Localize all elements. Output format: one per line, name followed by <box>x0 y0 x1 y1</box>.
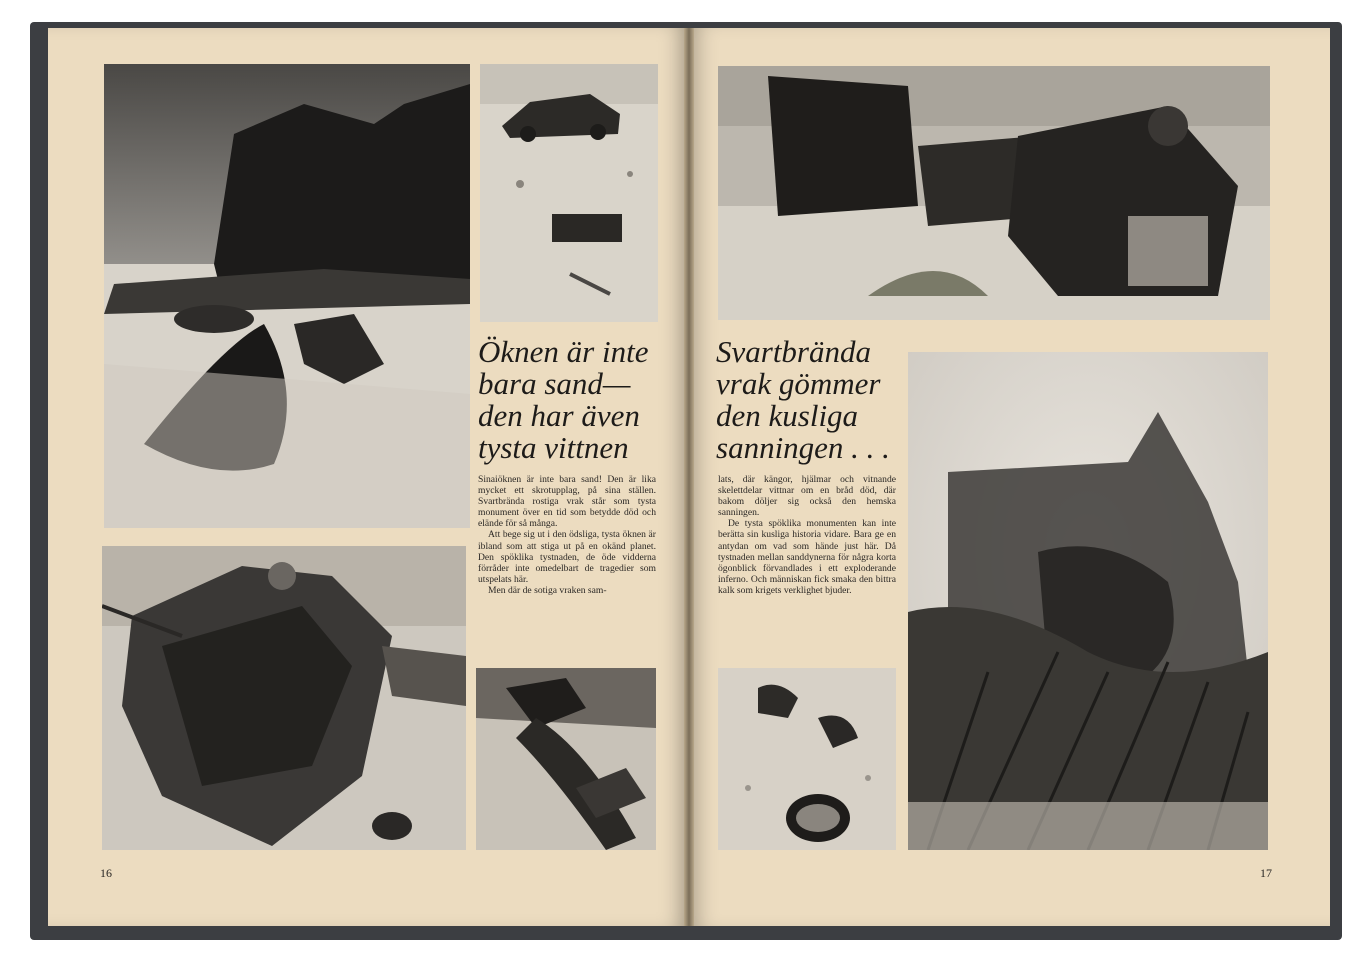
book-gutter <box>684 28 694 926</box>
left-paragraph-2: Att bege sig ut i den ödsliga, tysta öknen är ibland som att stiga ut på en okänd planet. Den spöklika tystnaden, de öde vidderna förråder inte omedelbart de tragedier som utspelats här. <box>478 529 656 585</box>
page-number-right: 17 <box>1260 866 1272 880</box>
page-number-left: 16 <box>100 866 112 880</box>
right-paragraph-2: De tysta spöklika monumenten kan inte berätta sin kusliga historia vidare. Bara ge en antydan om vad som hände just här. Då tystnaden mellan sanddynerna för några korta ögonblick förvandlades i ett exploderande inferno. Och människan fick smaka den bittra kalk som krigets verklighet bjuder. <box>718 518 896 596</box>
photo-wheel-wreck <box>476 668 656 850</box>
photo-truck-wreck <box>718 66 1270 320</box>
right-body-text <box>718 474 896 596</box>
photo-boots-helmet-sand <box>718 668 896 850</box>
photo-desert-jeep-wreck <box>480 64 658 322</box>
right-paragraph-1: lats, där kängor, hjälmar och vitnande skelettdelar vittnar om en bråd död, där bakom döljer sig också den hemska sanningen. <box>718 474 896 519</box>
photo-wrecked-vehicle-boots <box>104 64 470 528</box>
right-headline: Svartbrända vrak gömmer den kusliga sanningen . . . <box>716 334 890 465</box>
left-body-text <box>478 474 656 596</box>
left-paragraph-1: Sinaiöknen är inte bara sand! Den är lika mycket ett skrotupplag, på sina ställen. Svartbrända rostiga vrak står som tysta monument över en tid som betydde död och elände för så många. <box>478 474 656 530</box>
left-headline: Öknen är inte bara sand— den har även tysta vittnen <box>478 334 649 465</box>
photo-engine-wreck <box>102 546 466 850</box>
photo-wreck-bush-closeup <box>908 352 1268 850</box>
left-paragraph-3: Men där de sotiga vraken sam- <box>488 584 607 596</box>
